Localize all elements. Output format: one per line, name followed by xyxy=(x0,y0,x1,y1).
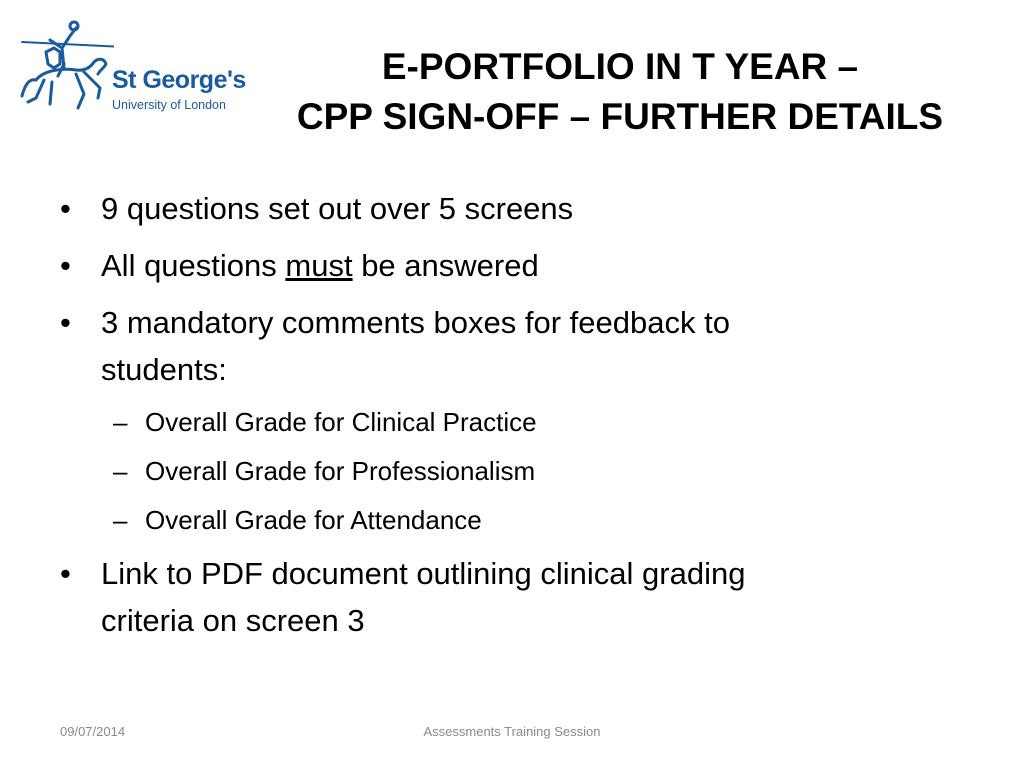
logo-name: St George's xyxy=(112,66,246,94)
sub-bullet-text: Overall Grade for Clinical Practice xyxy=(145,407,537,437)
bullet-text-line-1: 3 mandatory comments boxes for feedback to xyxy=(101,305,730,340)
bullet-text-pre: All questions xyxy=(101,248,286,283)
st-georges-logo xyxy=(18,18,246,128)
sub-bullet-item xyxy=(101,403,938,441)
bullet-item xyxy=(58,242,938,289)
emphasis-must: must xyxy=(285,248,353,283)
sub-bullet-item xyxy=(101,452,938,490)
sub-bullet-text: Overall Grade for Attendance xyxy=(145,505,482,535)
bullet-marker: • xyxy=(60,191,71,226)
sub-bullet-marker: – xyxy=(113,505,128,535)
bullet-text-line-2: criteria on screen 3 xyxy=(101,603,365,638)
bullet-list xyxy=(58,185,938,654)
sub-bullet-item xyxy=(101,501,938,539)
bullet-text xyxy=(101,556,745,638)
title-line-1: E-PORTFOLIO IN T YEAR – xyxy=(381,46,859,87)
sub-bullet-text: Overall Grade for Professionalism xyxy=(145,456,536,486)
footer-date: 09/07/2014 xyxy=(60,724,126,739)
bullet-item xyxy=(58,299,938,393)
bullet-marker: • xyxy=(60,556,71,591)
bullet-text: 9 questions set out over 5 screens xyxy=(101,191,574,226)
title-line-2: CPP SIGN-OFF – FURTHER DETAILS xyxy=(296,96,944,137)
bullet-item xyxy=(58,550,938,644)
bullet-marker: • xyxy=(60,248,71,283)
sub-bullet-marker: – xyxy=(113,456,128,486)
footer-title: Assessments Training Session xyxy=(423,724,601,739)
bullet-text-line-2: students: xyxy=(101,352,227,387)
bullet-text-post: be answered xyxy=(352,248,539,283)
knight-on-horse-icon xyxy=(18,18,114,118)
bullet-text xyxy=(101,248,539,283)
sub-bullet-marker: – xyxy=(113,407,128,437)
logo-subtitle: University of London xyxy=(112,98,226,112)
bullet-text xyxy=(101,305,730,387)
bullet-text-line-1: Link to PDF document outlining clinical grading xyxy=(101,556,746,591)
bullet-marker: • xyxy=(60,305,71,340)
slide-title xyxy=(240,42,1000,142)
bullet-item xyxy=(58,185,938,232)
